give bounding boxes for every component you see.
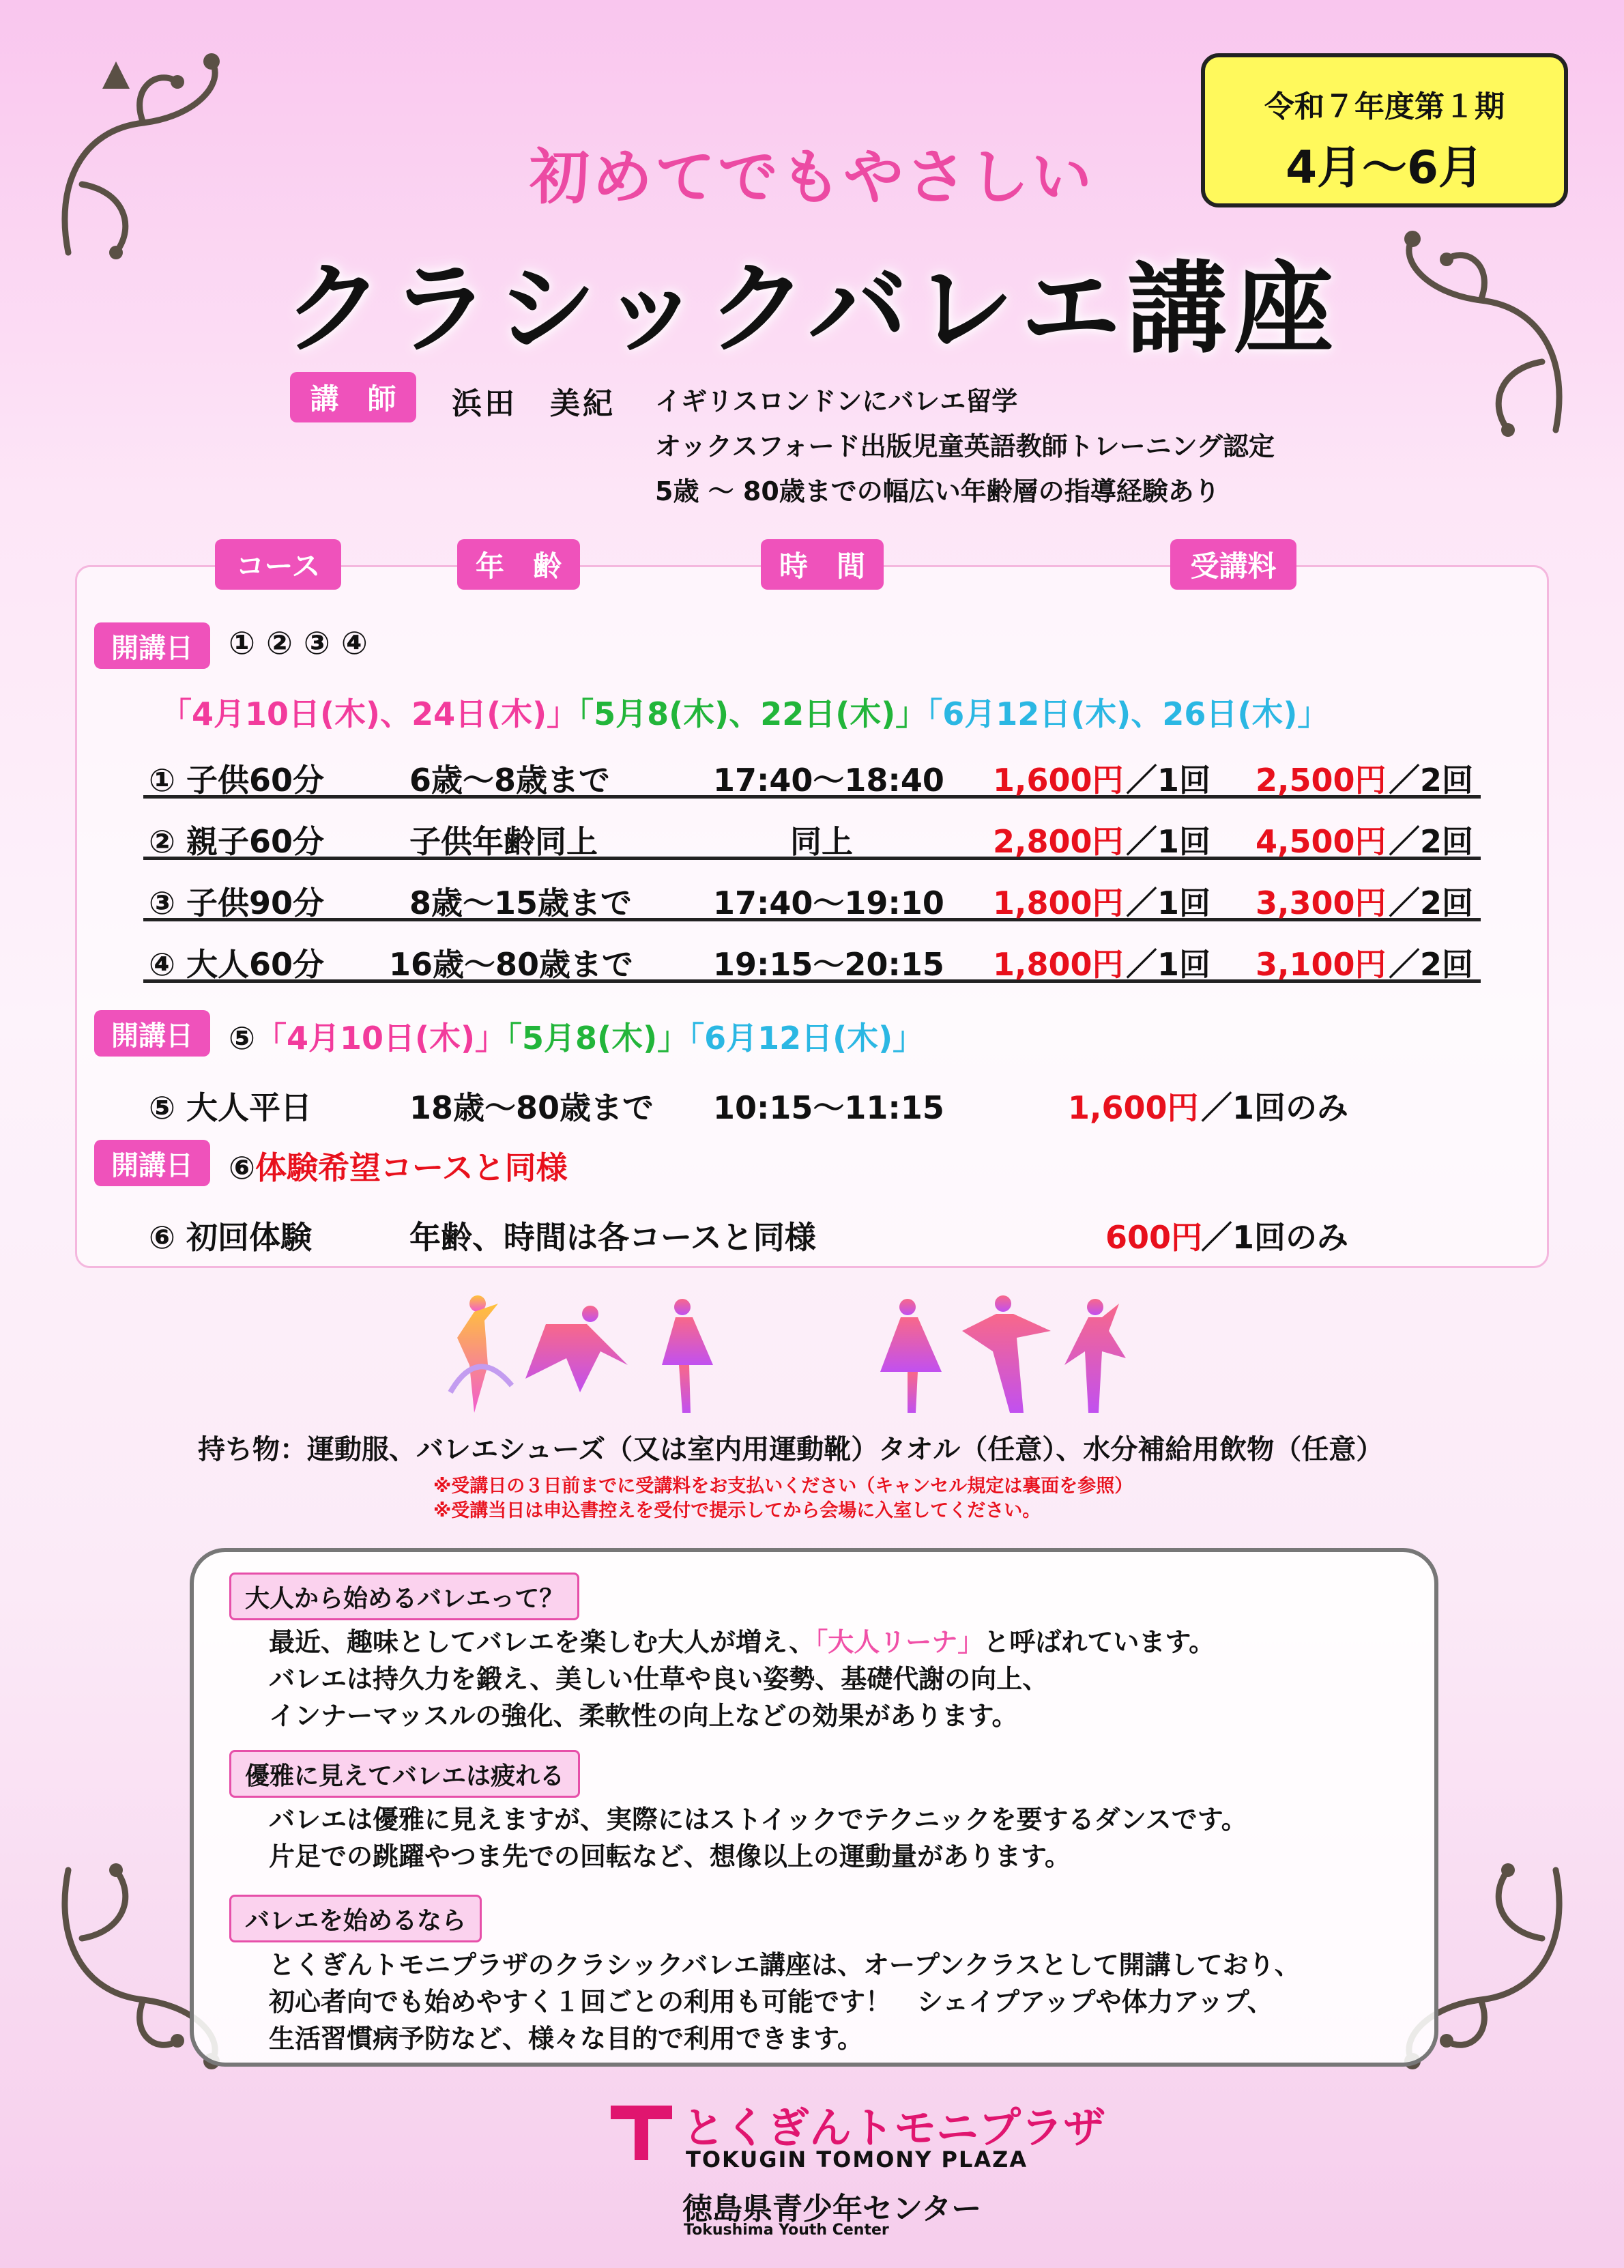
table-row	[143, 870, 1481, 921]
header-time: 時 間	[761, 539, 884, 590]
section-text: バレエは持久力を鍛え、美しい仕草や良い姿勢、基礎代謝の向上、 インナーマッスルの強化、柔軟性の向上などの効果があります。	[269, 1664, 1049, 1731]
table-row	[143, 932, 1481, 983]
fee-cell: 4,500円	[1256, 823, 1387, 860]
table-row	[143, 809, 1481, 860]
fee-unit: ／2回	[1389, 946, 1474, 983]
time-cell: 10:15〜11:15	[713, 1089, 944, 1126]
dancer-icon	[880, 1299, 942, 1413]
course-numbers: ① ② ③ ④	[229, 625, 368, 661]
fee-unit: ／2回	[1389, 823, 1474, 860]
course-number: ⑥	[229, 1149, 255, 1186]
fee-cell: 3,100円	[1256, 946, 1387, 983]
trial-note-line	[229, 1143, 568, 1188]
term-year: 令和７年度第１期	[1264, 89, 1505, 124]
section-heading: 優雅に見えてバレエは疲れる	[229, 1750, 580, 1798]
dancer-icon	[662, 1299, 713, 1413]
instructor-desc-line: 5歳 〜 80歳までの幅広い年齢層の指導経験あり	[655, 476, 1220, 506]
term-months: 4月〜6月	[1286, 141, 1483, 194]
table-row	[143, 1075, 1481, 1126]
text-fragment: と呼ばれています。	[983, 1627, 1215, 1657]
age-cell: 6歳〜8歳まで	[409, 762, 611, 799]
header-fee: 受講料	[1170, 539, 1296, 590]
course-cell: ② 親子60分	[149, 823, 324, 860]
header-age: 年 齢	[457, 539, 580, 590]
date-april: 「4月10日(木)」	[255, 1020, 507, 1057]
date-june: 「6月12日(木)」	[688, 1020, 925, 1057]
date-may: 「5月8(木)」	[506, 1020, 689, 1057]
course-cell: ⑥ 初回体験	[149, 1219, 312, 1256]
dates-line	[229, 1014, 924, 1059]
instructor-desc-line: オックスフォード出版児童英語教師トレーニング認定	[655, 431, 1275, 461]
fee-unit: ／2回	[1389, 762, 1474, 799]
note-line: ※受講日の３日前までに受講料をお支払いください（キャンセル規定は裏面を参照）	[433, 1476, 1133, 1497]
fee-cell: 3,300円	[1256, 885, 1387, 921]
fee-cell: 1,600円	[1068, 1089, 1199, 1126]
fee-cell: 1,600円	[993, 762, 1124, 799]
open-day-tag: 開講日	[94, 1010, 210, 1057]
fee-cell: 1,800円	[993, 885, 1124, 921]
course-cell: ① 子供60分	[149, 762, 324, 799]
note-line: ※受講当日は申込書控えを受付で提示してから会場に入室してください。	[433, 1500, 1041, 1521]
belongings-text: 持ち物：運動服、バレエシューズ（又は室内用運動靴）タオル（任意）、水分補給用飲物（任意）	[198, 1434, 1384, 1465]
fee-unit: ／1回	[1126, 762, 1211, 799]
logo-en: TOKUGIN TOMONY PLAZA	[686, 2147, 1028, 2172]
fee-unit: ／1回	[1126, 823, 1211, 860]
fee-cell: 2,500円	[1256, 762, 1387, 799]
date-april: 「4月10日(木)、24日(木)」	[160, 695, 579, 732]
fee-unit: ／1回のみ	[1201, 1089, 1349, 1126]
highlight-term: 「大人リーナ」	[815, 1627, 984, 1657]
table-row	[143, 1205, 1481, 1256]
age-cell: 16歳〜80歳まで	[389, 946, 634, 983]
fee-unit: ／1回	[1126, 885, 1211, 921]
tomony-logo-icon	[607, 2095, 676, 2164]
text-fragment: 最近、趣味としてバレエを楽しむ大人が増え、	[269, 1627, 815, 1657]
organization-logo	[600, 2088, 1106, 2252]
instructor-name: 浜田 美紀	[452, 386, 615, 421]
open-day-tag: 開講日	[94, 622, 210, 669]
date-may: 「5月8(木)、22日(木)」	[578, 695, 927, 732]
fee-unit: ／1回のみ	[1201, 1219, 1349, 1256]
time-cell: 同上	[790, 823, 853, 860]
fee-cell: 2,800円	[993, 823, 1124, 860]
section-text	[269, 1624, 1215, 1661]
fee-unit: ／2回	[1389, 885, 1474, 921]
trial-note: 体験希望コースと同様	[255, 1149, 568, 1186]
dancer-icon	[457, 1295, 498, 1413]
logo-jp: とくぎんトモニプラザ	[682, 2103, 1106, 2153]
instructor-description	[655, 379, 1275, 514]
date-june: 「6月12日(木)、26日(木)」	[927, 695, 1329, 732]
course-cell: ③ 子供90分	[149, 885, 324, 921]
dancer-icon	[525, 1306, 628, 1392]
dates-line	[160, 689, 1329, 734]
info-box	[190, 1548, 1438, 2067]
dancer-icon	[962, 1295, 1051, 1413]
time-cell: 17:40〜18:40	[713, 762, 944, 799]
time-cell: 17:40〜19:10	[713, 885, 944, 921]
ballerina-illustration	[437, 1290, 1133, 1420]
table-row	[143, 747, 1481, 799]
open-day-tag: 開講日	[94, 1140, 210, 1186]
notes	[433, 1474, 1133, 1523]
fee-cell: 1,800円	[993, 946, 1124, 983]
age-cell: 年齢、時間は各コースと同様	[409, 1219, 816, 1256]
page-subtitle: 初めてでもやさしい	[529, 142, 1094, 212]
course-cell: ④ 大人60分	[149, 946, 324, 983]
section-text: とくぎんトモニプラザのクラシックバレエ講座は、オープンクラスとして開講しており、 初心者向でも始めやすく１回ごとの利用も可能です！ シェイプアップや体力アップ、 生活習慣病予防など、様々な目的で利用できます。	[269, 1950, 1301, 2054]
age-cell: 子供年齢同上	[409, 823, 598, 860]
instructor-label: 講 師	[290, 372, 416, 422]
center-name-jp: 徳島県青少年センター	[682, 2192, 982, 2226]
section-heading: バレエを始めるなら	[229, 1895, 482, 1942]
page-title: クラシックバレエ講座	[283, 251, 1341, 367]
dancer-icon	[1064, 1299, 1126, 1413]
center-name-en: Tokushima Youth Center	[684, 2222, 889, 2239]
time-cell: 19:15〜20:15	[713, 946, 944, 983]
header-course: コース	[215, 539, 341, 590]
course-number: ⑤	[229, 1020, 255, 1057]
course-cell: ⑤ 大人平日	[149, 1089, 312, 1126]
age-cell: 18歳〜80歳まで	[409, 1089, 654, 1126]
age-cell: 8歳〜15歳まで	[409, 885, 633, 921]
section-text: バレエは優雅に見えますが、実際にはストイックでテクニックを要するダンスです。 片足での跳躍やつま先での回転など、想像以上の運動量があります。	[269, 1805, 1247, 1871]
fee-unit: ／1回	[1126, 946, 1211, 983]
instructor-desc-line: イギリスロンドンにバレエ留学	[655, 386, 1018, 416]
section-heading: 大人から始めるバレエって？	[229, 1573, 579, 1620]
fee-cell: 600円	[1105, 1219, 1203, 1256]
